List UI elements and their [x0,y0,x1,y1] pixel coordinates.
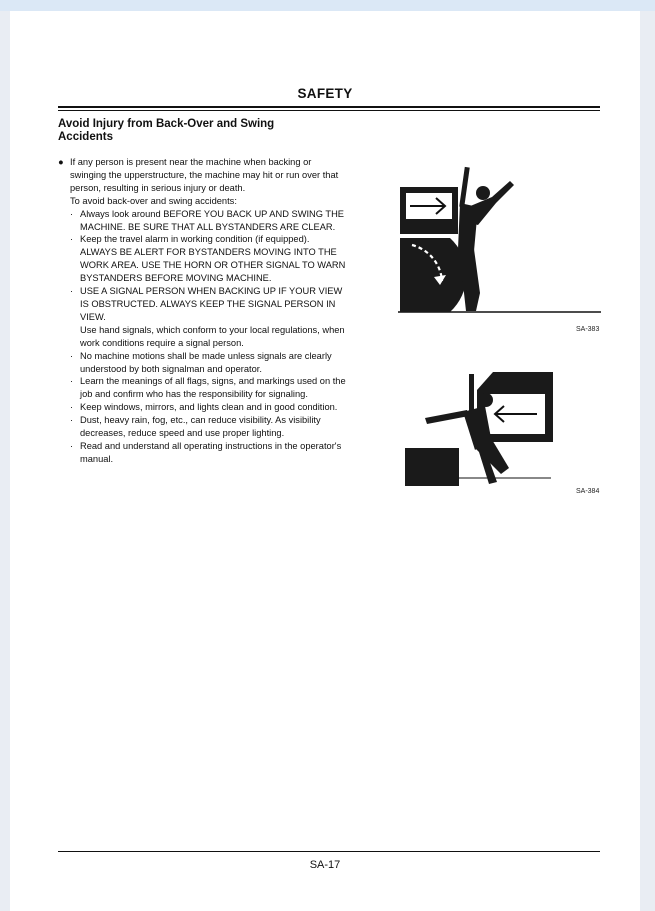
figure-label: SA-383 [576,326,600,333]
figure-label: SA-384 [576,488,600,495]
bullet-dot: ● [58,157,64,167]
list-item: · Keep windows, mirrors, and lights clean and in good condition. [70,402,338,413]
section-title: Avoid Injury from Back-Over and Swing Accidents [58,118,275,143]
list-item: · Keep the travel alarm in working condition (if equipped). ALWAYS BE ALERT FOR BYSTANDERS MOVING INTO THE WORK AREA. USE THE HORN OR OTHER SIGNAL TO WARN BYSTANDERS BEFORE MOVING MACHINE. [70,234,346,284]
main-bullet-text: If any person is present near the machine when backing or swinging the upperstructure, the machine may hit or run over that person, resulting in serious injury or death. [70,157,339,193]
page-header-title: SAFETY [297,86,353,101]
list-item: · Dust, heavy rain, fog, etc., can reduce visibility. As visibility decreases, reduce speed and use proper lighting. [70,415,321,439]
header-rule-thick [58,106,600,108]
page-number: SA-17 [309,859,341,871]
list-item: · Always look around BEFORE YOU BACK UP AND SWING THE MACHINE. BE SURE THAT ALL BYSTANDERS ARE CLEAR. [70,208,345,232]
list-item-note: Use hand signals, which conform to your local regulations, when work conditions require a signal person. [80,324,345,348]
swing-hazard-illustration [405,368,565,488]
list-item: · Read and understand all operating instructions in the operator's manual. [70,440,342,464]
manual-page [10,11,640,911]
footer-rule [58,851,600,852]
list-item: · No machine motions shall be made unless signals are clearly understood by both signalman and operator. [70,350,332,374]
back-over-hazard-illustration [398,163,603,318]
list-item: · Learn the meanings of all flags, signs, and markings used on the job and confirm who has the responsibility for signaling. [70,376,346,400]
section-body [58,156,348,466]
viewer-top-bar [0,0,655,11]
header-rule-thin [58,110,600,111]
main-bullet [58,156,348,195]
list-item: · USE A SIGNAL PERSON WHEN BACKING UP IF YOUR VIEW IS OBSTRUCTED. ALWAYS KEEP THE SIGNAL PERSON IN VIEW. [70,286,343,322]
precaution-list [58,208,348,466]
intro-text: To avoid back-over and swing accidents: [70,195,237,206]
